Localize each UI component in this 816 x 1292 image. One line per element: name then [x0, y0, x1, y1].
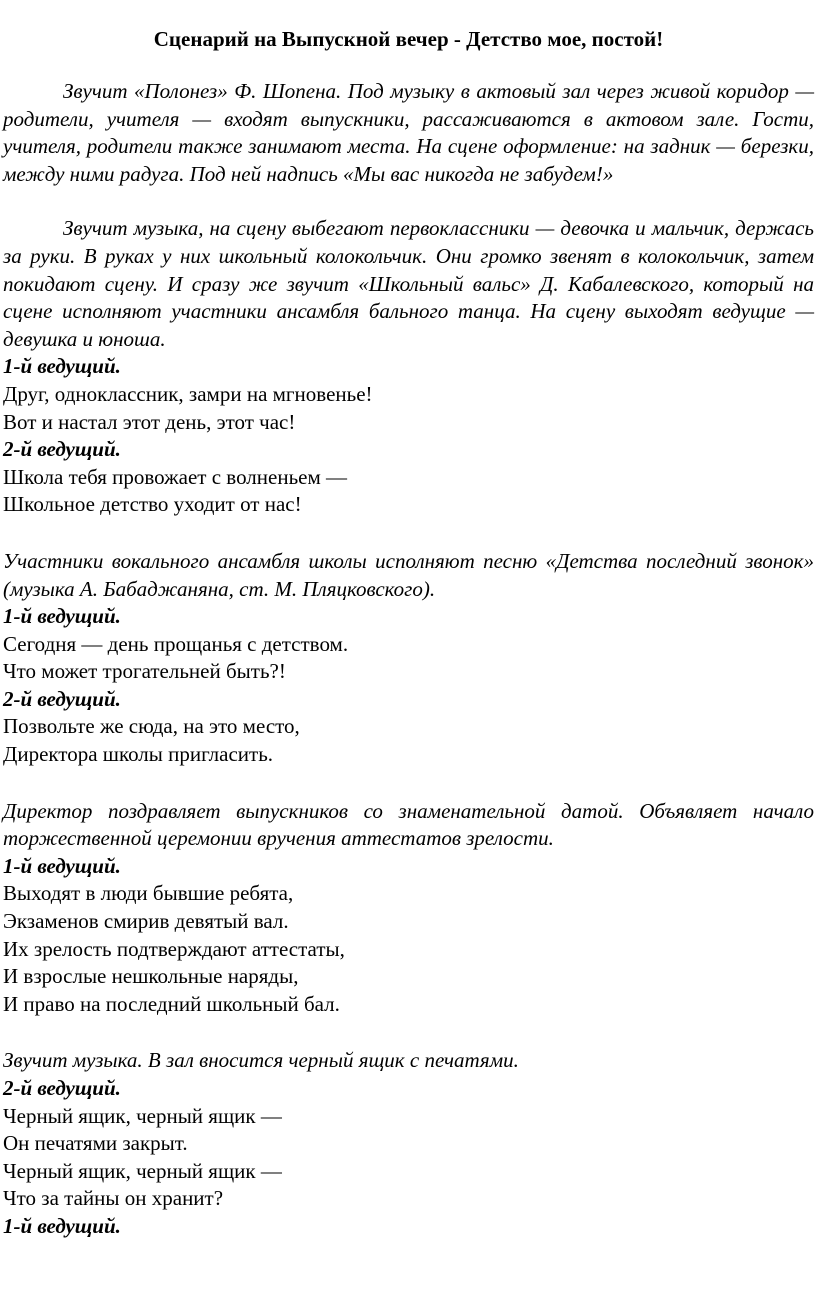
verse-line: Черный ящик, черный ящик —: [3, 1158, 282, 1183]
verse-line: Что за тайны он хранит?: [3, 1186, 224, 1211]
speaker-label: 1-й ведущий.: [3, 354, 121, 379]
stage-direction-song: Участники вокального ансамбля школы исполняют песню «Детства последний звонок» (музыка А. Бабаджаняна, ст. М. Пляцковского).: [3, 548, 814, 601]
verse-line: Вот и настал этот день, этот час!: [3, 409, 296, 434]
speaker-label: 1-й ведущий.: [3, 1213, 121, 1238]
speaker-label: 2-й ведущий.: [3, 686, 121, 711]
verse-line: Что может трогательней быть?!: [3, 659, 286, 684]
verse-line: Черный ящик, черный ящик —: [3, 1103, 282, 1128]
verse-line: И право на последний школьный бал.: [3, 991, 340, 1016]
verse-line: Директора школы пригласить.: [3, 742, 274, 767]
paragraph-spacer: [3, 519, 814, 548]
verse-line: Сегодня — день прощанья с детством.: [3, 631, 349, 656]
scenario-body: [3, 78, 814, 1241]
verse-line: Школьное детство уходит от нас!: [3, 492, 302, 517]
speaker-label: 2-й ведущий.: [3, 437, 121, 462]
verse-line: Их зрелость подтверждают аттестаты,: [3, 936, 345, 961]
stage-direction-black-box: Звучит музыка. В зал вносится черный ящик с печатями.: [3, 1048, 519, 1073]
document-title: Сценарий на Выпускной вечер - Детство мое, постой!: [153, 27, 664, 51]
verse-line: Выходят в люди бывшие ребята,: [3, 881, 294, 906]
stage-direction-first-graders: Звучит музыка, на сцену выбегают первоклассники — девочка и мальчик, держась за руки. В руках у них школьный колокольчик. Они громко звенят в колокольчик, затем покидают сцену. И сразу же звучит «Школьный вальс» Д. Кабалевского, который на сцене исполняют участники ансамбля бального танца. На сцену выходят ведущие — девушка и юноша.: [3, 216, 814, 351]
speaker-label: 1-й ведущий.: [3, 604, 121, 629]
verse-line: Друг, одноклассник, замри на мгновенье!: [3, 381, 373, 406]
stage-direction-polonaise: Звучит «Полонез» Ф. Шопена. Под музыку в актовый зал через живой коридор — родители, учителя — входят выпускники, рассаживаются в актовом зале. Гости, учителя, родители также занимают места. На сцене оформление: на задник — березки, между ними радуга. Под ней надпись «Мы вас никогда не забудем!»: [3, 79, 814, 186]
paragraph-spacer: [3, 769, 814, 798]
verse-line: Экзаменов смирив девятый вал.: [3, 909, 289, 934]
verse-line: Школа тебя провожает с волненьем —: [3, 464, 348, 489]
verse-line: Он печатями закрыт.: [3, 1131, 188, 1156]
paragraph-spacer: [3, 188, 814, 215]
paragraph-spacer: [3, 1018, 814, 1047]
verse-line: Позвольте же сюда, на это место,: [3, 714, 300, 739]
speaker-label: 1-й ведущий.: [3, 853, 121, 878]
verse-line: И взрослые нешкольные наряды,: [3, 964, 299, 989]
stage-direction-director: Директор поздравляет выпускников со знаменательной датой. Объявляет начало торжественной церемонии вручения аттестатов зрелости.: [3, 798, 814, 851]
speaker-label: 2-й ведущий.: [3, 1076, 121, 1100]
